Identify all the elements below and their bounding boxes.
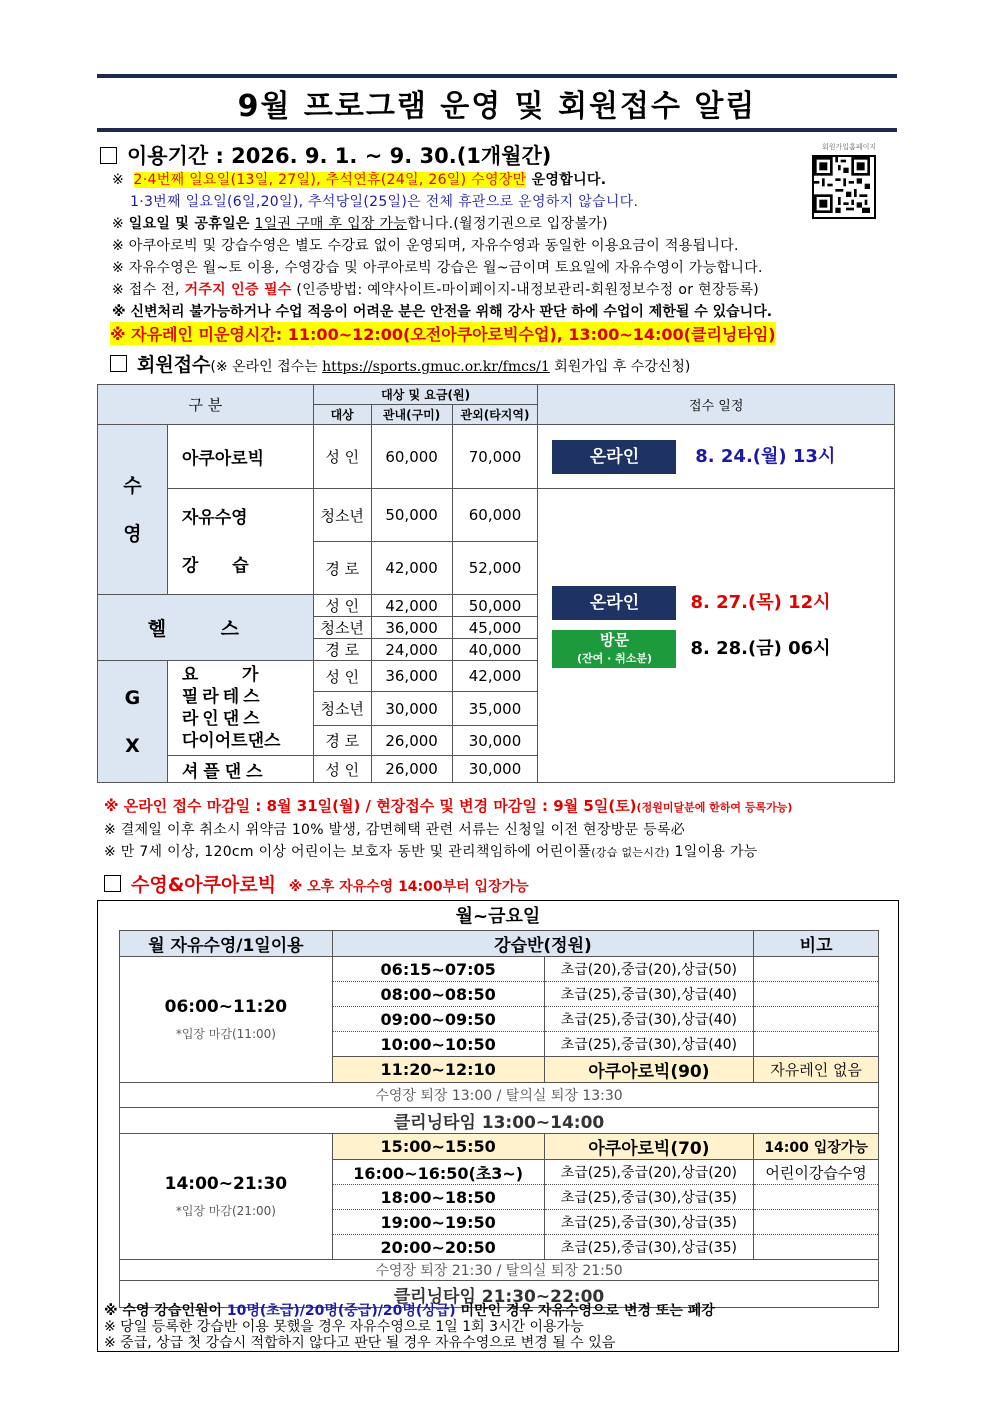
fee-outside: 40,000 bbox=[452, 639, 538, 661]
exit-notice-am: 수영장 퇴장 13:00 / 탈의실 퇴장 13:30 bbox=[120, 1083, 879, 1108]
header-schedule: 접수 일정 bbox=[538, 385, 895, 425]
note-safety: ※ 신변처리 불가능하거나 수업 적응이 어려운 분은 안전을 위해 강사 판단 하에 수업이 제한될 수 있습니다. bbox=[112, 304, 773, 320]
fee-local: 50,000 bbox=[371, 489, 452, 542]
lesson-time: 18:00~18:50 bbox=[332, 1185, 544, 1210]
header-category: 구 분 bbox=[98, 385, 314, 425]
schedule-other bbox=[538, 489, 895, 783]
lesson-level: 초급(20),중급(20),상급(50) bbox=[544, 957, 754, 982]
online-badge[interactable]: 온라인 bbox=[552, 440, 676, 474]
target-cell: 성 인 bbox=[313, 425, 371, 489]
schedule-aquarobic bbox=[538, 425, 895, 489]
lesson-remark bbox=[754, 1210, 879, 1235]
lesson-time: 16:00~16:50(초3~) bbox=[332, 1160, 544, 1185]
fee-outside: 35,000 bbox=[452, 692, 538, 726]
fee-outside: 60,000 bbox=[452, 489, 538, 542]
program-aquarobic: 아쿠아로빅 bbox=[167, 425, 313, 489]
lesson-time: 19:00~19:50 bbox=[332, 1210, 544, 1235]
note-schedule-days: ※ 자유수영은 월~토 이용, 수영강습 및 아쿠아로빅 강습은 월~금이며 토요일에 자유수영이 가능합니다. bbox=[112, 260, 763, 276]
visit-badge[interactable]: 방문 (잔여 · 취소분) bbox=[552, 630, 676, 668]
swim-heading: 수영&아쿠아로빅 ※ 오후 자유수영 14:00부터 입장가능 bbox=[104, 870, 529, 897]
lesson-remark bbox=[754, 1032, 879, 1057]
lesson-time: 08:00~08:50 bbox=[332, 982, 544, 1007]
note-aquarobic-fee: ※ 아쿠아로빅 및 강습수영은 별도 수강료 없이 운영되며, 자유수영과 동일한 이용요금이 적용됩니다. bbox=[112, 238, 739, 254]
target-cell: 성 인 bbox=[313, 595, 371, 617]
fee-local: 60,000 bbox=[371, 425, 452, 489]
target-cell: 성 인 bbox=[313, 661, 371, 692]
lesson-remark bbox=[754, 1185, 879, 1210]
date-aquarobic: 8. 24.(월) 13시 bbox=[695, 445, 836, 467]
pm-free-swim: 14:00~21:30 *입장 마감(21:00) bbox=[120, 1134, 333, 1260]
lesson-remark: 어린이강습수영 bbox=[754, 1160, 879, 1185]
target-cell: 성 인 bbox=[313, 756, 371, 783]
header-target-fee: 대상 및 요금(원) bbox=[313, 385, 538, 405]
fee-local: 26,000 bbox=[371, 726, 452, 756]
qr-code-icon[interactable] bbox=[812, 155, 876, 219]
lesson-level: 아쿠아로빅(90) bbox=[544, 1057, 754, 1083]
checkbox-square-icon bbox=[100, 147, 117, 164]
period-heading: 이용기간 : 2026. 9. 1. ~ 9. 30.(1개월간) bbox=[100, 140, 551, 170]
fee-local: 36,000 bbox=[371, 661, 452, 692]
lesson-level: 초급(25),중급(20),상급(20) bbox=[544, 1160, 754, 1185]
am-free-swim: 06:00~11:20 *입장 마감(11:00) bbox=[120, 957, 333, 1083]
fee-local: 42,000 bbox=[371, 595, 452, 617]
lesson-level: 초급(25),중급(30),상급(40) bbox=[544, 982, 754, 1007]
deadline-notice: ※ 온라인 접수 마감일 : 8월 31일(월) / 현장접수 및 변경 마감일 : 9월 5일(토)(정원미달분에 한하여 등록가능) bbox=[104, 797, 793, 815]
date-online: 8. 27.(목) 12시 bbox=[690, 592, 831, 613]
note-sunday-closed: 1·3번째 일요일(6일,20일), 추석당일(25일)은 전체 휴관으로 운영하지 않습니다. bbox=[130, 194, 639, 210]
fee-outside: 45,000 bbox=[452, 617, 538, 639]
category-gx: G X bbox=[98, 661, 168, 783]
note-free-lane: ※ 자유레인 미운영시간: 11:00~12:00(오전아쿠아로빅수업), 13:00~14:00(클리닝타임) bbox=[110, 322, 776, 345]
fee-local: 24,000 bbox=[371, 639, 452, 661]
exit-notice-pm: 수영장 퇴장 21:30 / 탈의실 퇴장 21:50 bbox=[120, 1260, 879, 1281]
program-free-lesson: 자유수영 강 습 bbox=[167, 489, 313, 595]
note-children: ※ 만 7세 이상, 120cm 이상 어린이는 보호자 동반 및 관리책임하에 어린이풀(강습 없는시간) 1일이용 가능 bbox=[104, 844, 758, 860]
header-outside: 관외(타지역) bbox=[452, 405, 538, 425]
lesson-time: 11:20~12:10 bbox=[332, 1057, 544, 1083]
schedule-days: 월~금요일 bbox=[455, 906, 541, 927]
footer-note-level: ※ 중급, 상급 첫 강습시 적합하지 않다고 판단 될 경우 자유수영으로 변경 될 수 있음 bbox=[104, 1335, 616, 1351]
program-shuffle: 셔플댄스 bbox=[167, 756, 313, 783]
program-gx: 요 가 필라테스 라인댄스 다이어트댄스 bbox=[167, 661, 313, 756]
lesson-time: 20:00~20:50 bbox=[332, 1235, 544, 1260]
header-lesson: 강습반(정원) bbox=[332, 931, 753, 957]
fee-outside: 50,000 bbox=[452, 595, 538, 617]
note-sunday-open: ※ 2·4번째 일요일(13일, 27일), 추석연휴(24일, 26일) 수영장만 운영합니다. bbox=[112, 172, 607, 188]
footer-note-missed: ※ 당일 등록한 강습반 이용 못했을 경우 자유수영으로 1일 1회 3시간 이용가능 bbox=[104, 1319, 584, 1335]
qr-caption: 회원가입홈페이지 bbox=[822, 143, 877, 151]
fee-local: 36,000 bbox=[371, 617, 452, 639]
fee-local: 42,000 bbox=[371, 542, 452, 595]
note-holiday: ※ 일요일 및 공휴일은 1일권 구매 후 입장 가능합니다.(월정기권으로 입장불가) bbox=[112, 216, 608, 232]
online-badge[interactable]: 온라인 bbox=[552, 586, 676, 620]
category-health: 헬 스 bbox=[98, 595, 314, 661]
fee-outside: 42,000 bbox=[452, 661, 538, 692]
target-cell: 청소년 bbox=[313, 617, 371, 639]
fee-outside: 30,000 bbox=[452, 756, 538, 783]
lesson-level: 아쿠아로빅(70) bbox=[544, 1134, 754, 1160]
fee-outside: 70,000 bbox=[452, 425, 538, 489]
cleaning-time-2: 클리닝타임 21:30~22:00 bbox=[120, 1281, 879, 1308]
fee-outside: 52,000 bbox=[452, 542, 538, 595]
checkbox-square-icon bbox=[104, 875, 121, 892]
lesson-time: 09:00~09:50 bbox=[332, 1007, 544, 1032]
lesson-time: 15:00~15:50 bbox=[332, 1134, 544, 1160]
header-remark: 비고 bbox=[754, 931, 879, 957]
lesson-level: 초급(25),중급(30),상급(35) bbox=[544, 1185, 754, 1210]
target-cell: 청소년 bbox=[313, 489, 371, 542]
fee-local: 26,000 bbox=[371, 756, 452, 783]
category-swim: 수 영 bbox=[98, 425, 168, 595]
membership-heading: 회원접수(※ 온라인 접수는 https://sports.gmuc.or.kr/fmcs/1 회원가입 후 수강신청) bbox=[110, 350, 690, 377]
fee-local: 30,000 bbox=[371, 692, 452, 726]
title-bar bbox=[97, 74, 897, 132]
note-residence: ※ 접수 전, 거주지 인증 필수 (인증방법: 예약사이트-마이페이지-내정보관리-회원정보수정 or 현장등록) bbox=[112, 282, 760, 298]
schedule-table bbox=[119, 930, 879, 1308]
date-visit: 8. 28.(금) 06시 bbox=[690, 638, 831, 659]
header-target: 대상 bbox=[313, 405, 371, 425]
lesson-remark: 자유레인 없음 bbox=[754, 1057, 879, 1083]
lesson-level: 초급(25),중급(30),상급(35) bbox=[544, 1210, 754, 1235]
lesson-remark bbox=[754, 982, 879, 1007]
cleaning-time-1: 클리닝타임 13:00~14:00 bbox=[120, 1108, 879, 1134]
target-cell: 경 로 bbox=[313, 639, 371, 661]
fee-outside: 30,000 bbox=[452, 726, 538, 756]
footer-note-cancel-class: ※ 수영 강습인원이 10명(초급)/20명(중급)/20명(상급) 미만인 경우 자유수영으로 변경 또는 폐강 bbox=[104, 1303, 715, 1319]
lesson-level: 초급(25),중급(30),상급(40) bbox=[544, 1032, 754, 1057]
target-cell: 청소년 bbox=[313, 692, 371, 726]
target-cell: 경 로 bbox=[313, 726, 371, 756]
header-free-swim: 월 자유수영/1일이용 bbox=[120, 931, 333, 957]
fee-table bbox=[97, 384, 895, 783]
lesson-remark: 14:00 입장가능 bbox=[754, 1134, 879, 1160]
checkbox-square-icon bbox=[110, 355, 127, 372]
target-cell: 경 로 bbox=[313, 542, 371, 595]
lesson-time: 06:15~07:05 bbox=[332, 957, 544, 982]
header-local: 관내(구미) bbox=[371, 405, 452, 425]
registration-link[interactable]: https://sports.gmuc.or.kr/fmcs/1 bbox=[322, 359, 550, 375]
note-cancel: ※ 결제일 이후 취소시 위약금 10% 발생, 감면혜택 관련 서류는 신청일 이전 현장방문 등록必 bbox=[104, 822, 686, 838]
lesson-remark bbox=[754, 1007, 879, 1032]
lesson-time: 10:00~10:50 bbox=[332, 1032, 544, 1057]
lesson-remark bbox=[754, 957, 879, 982]
lesson-level: 초급(25),중급(30),상급(40) bbox=[544, 1007, 754, 1032]
lesson-remark bbox=[754, 1235, 879, 1260]
page-title: 9월 프로그램 운영 및 회원접수 알림 bbox=[237, 89, 757, 124]
lesson-level: 초급(25),중급(30),상급(35) bbox=[544, 1235, 754, 1260]
